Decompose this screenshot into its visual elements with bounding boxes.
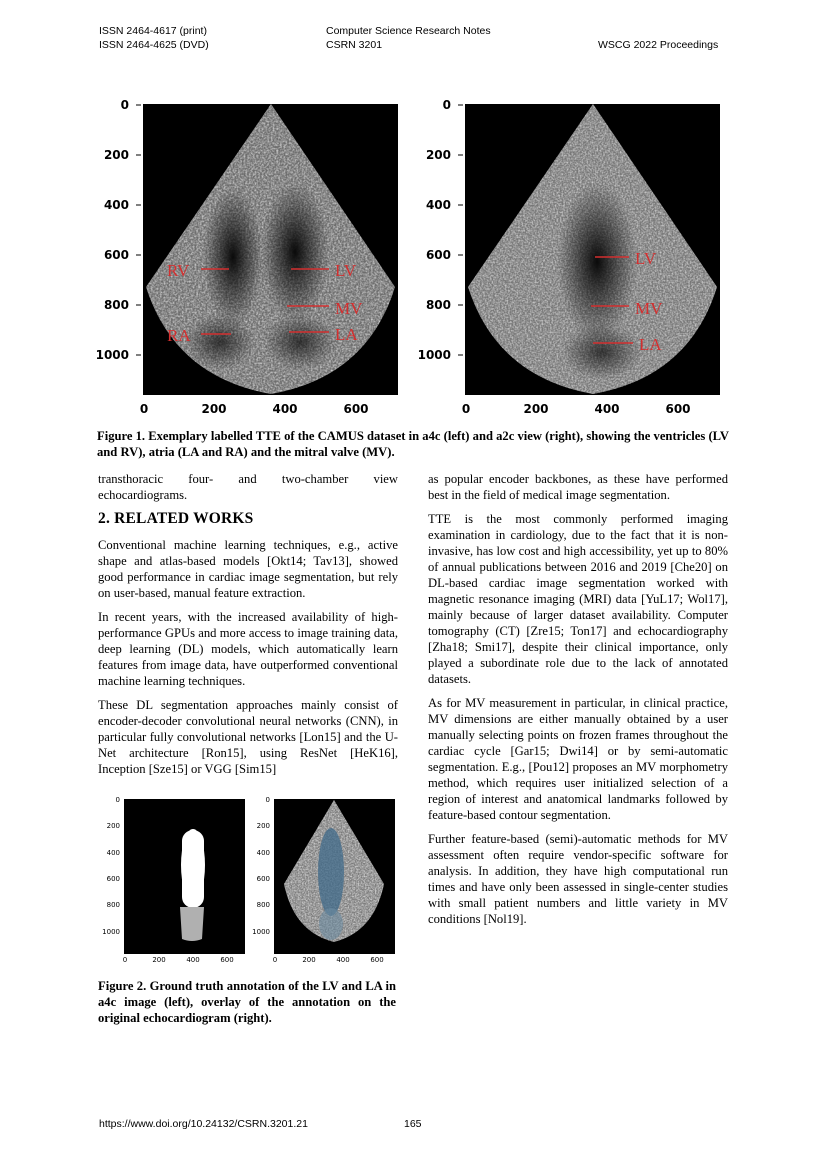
section-heading: 2. RELATED WORKS xyxy=(98,510,254,527)
x-tick: 200 xyxy=(152,956,166,964)
paragraph: These DL segmentation approaches mainly consist of encoder-decoder convolutional neural networks (CNN), in particular fully convolutional networks [Lon15] and the U-Net architecture [Ron15], using ResNet [HeK16], Inception [Sze15] or VGG [Sim15] xyxy=(98,698,398,776)
y-tick: 400 xyxy=(256,849,270,857)
label-la: LA xyxy=(335,325,358,344)
y-tick: 800 xyxy=(425,298,451,312)
figure-2-right-panel xyxy=(252,796,396,964)
label-lv: LV xyxy=(335,261,357,280)
figure-2-caption: Figure 2. Ground truth annotation of the LV and LA in a4c image (left), overlay of the annotation on the original echocardiogram (right). xyxy=(98,979,396,1025)
x-tick: 400 xyxy=(336,956,350,964)
figure-2-right-x-axis xyxy=(273,956,384,964)
label-mv: MV xyxy=(635,299,663,318)
x-tick: 0 xyxy=(272,956,278,964)
issn-print: ISSN 2464-4617 (print) xyxy=(99,25,207,37)
y-tick: 200 xyxy=(425,148,451,162)
y-tick: 0 xyxy=(265,796,270,804)
intro-continuation: transthoracic four- and two-chamber view echocardiograms. xyxy=(98,472,398,502)
figure-2 xyxy=(96,792,396,970)
paragraph: Conventional machine learning techniques, e.g., active shape and atlas-based models [Okt14; Tav13], showed good performance in cardiac image segmentation, but rely on user-based, manual feature extraction. xyxy=(98,538,398,600)
x-tick: 400 xyxy=(272,402,298,416)
figure-1-left-panel xyxy=(96,98,398,416)
figure-1-right-y-axis xyxy=(418,98,463,362)
y-tick: 800 xyxy=(106,901,120,909)
page-number: 165 xyxy=(404,1118,422,1130)
figure-2-left-panel xyxy=(102,796,245,964)
label-lv: LV xyxy=(635,249,657,268)
x-tick: 200 xyxy=(523,402,549,416)
x-tick: 600 xyxy=(665,402,691,416)
left-column xyxy=(98,471,398,785)
figure-1-left-x-axis xyxy=(140,402,369,416)
csrn-number: CSRN 3201 xyxy=(326,39,383,51)
x-tick: 600 xyxy=(343,402,369,416)
y-tick: 800 xyxy=(103,298,129,312)
y-tick: 0 xyxy=(115,796,120,804)
y-tick: 600 xyxy=(106,875,120,883)
figure-1-right-panel xyxy=(418,98,720,416)
header-series xyxy=(326,24,491,52)
paragraph: TTE is the most commonly performed imaging examination in cardiology, due to the fact that it is non-invasive, has low cost and high accessibility, yet up to 80% of annual publications between 2016 and 2019 [Che20] on DL-based cardiac image segmentation worked with magnetic resonance imaging (MRI) data [YuL17; Wol17], mainly because of larger dataset availability. Computer tomography (CT) [Zre15; Ton17] and echocardiography [Zha18; Smi17], despite their clinical importance, only played a subordinate role due to the lack of annotated datasets. xyxy=(428,512,728,686)
y-tick: 200 xyxy=(256,822,270,830)
y-tick: 400 xyxy=(106,849,120,857)
x-tick: 200 xyxy=(201,402,227,416)
x-tick: 400 xyxy=(594,402,620,416)
paragraph: As for MV measurement in particular, in clinical practice, MV dimensions are either manually obtained by a user manually selecting points on frozen frames throughout the cardiac cycle [Gar15; Dwi14] or by semi-automatic segmentation. E.g., [Pou12] proposes an MV morphometry method, which requires user initialized selection of a region of interest and anatomical landmarks followed by feature-based contour segmentation. xyxy=(428,696,728,822)
x-tick: 0 xyxy=(139,402,149,416)
issn-dvd: ISSN 2464-4625 (DVD) xyxy=(99,39,209,51)
right-column xyxy=(428,471,728,935)
figure-1-caption: Figure 1. Exemplary labelled TTE of the CAMUS dataset in a4c (left) and a2c view (right), showing the ventricles (LV and RV), atria (LA and RA) and the mitral valve (MV). xyxy=(97,429,729,459)
y-tick: 800 xyxy=(256,901,270,909)
figure-2-left-y-axis xyxy=(102,796,120,936)
figure-1 xyxy=(95,92,735,422)
y-tick: 0 xyxy=(120,98,129,112)
header-issn xyxy=(99,24,209,52)
y-tick: 1000 xyxy=(102,928,120,936)
y-tick: 1000 xyxy=(252,928,270,936)
paragraph: as popular encoder backbones, as these have performed best in the field of medical image segmentation. xyxy=(428,472,728,502)
x-tick: 0 xyxy=(122,956,128,964)
figure-2-left-x-axis xyxy=(123,956,234,964)
y-tick: 200 xyxy=(103,148,129,162)
label-la: LA xyxy=(639,335,662,354)
y-tick: 1000 xyxy=(417,348,451,362)
y-tick: 1000 xyxy=(95,348,129,362)
y-tick: 200 xyxy=(106,822,120,830)
proceedings-title: WSCG 2022 Proceedings xyxy=(598,39,719,51)
doi-link[interactable]: https://www.doi.org/10.24132/CSRN.3201.21 xyxy=(99,1118,308,1130)
label-mv: MV xyxy=(335,299,363,318)
y-tick: 400 xyxy=(103,198,129,212)
paragraph: In recent years, with the increased availability of high-performance GPUs and more access to image training data, deep learning (DL) models, which automatically learn features from image data, have outperformed conventional machine learning techniques. xyxy=(98,610,398,688)
label-rv: RV xyxy=(167,261,190,280)
y-tick: 400 xyxy=(425,198,451,212)
y-tick: 0 xyxy=(442,98,451,112)
y-tick: 600 xyxy=(425,248,451,262)
x-tick: 600 xyxy=(370,956,384,964)
y-tick: 600 xyxy=(256,875,270,883)
figure-1-left-y-axis xyxy=(96,98,141,362)
series-title: Computer Science Research Notes xyxy=(326,25,491,37)
x-tick: 200 xyxy=(302,956,316,964)
paragraph: Further feature-based (semi)-automatic methods for MV assessment often require vendor-specific software for analysis. In addition, they have high computational run times and have only been assessed in single-center studies with small patient numbers and little variety in MV conditions [Nol19]. xyxy=(428,832,728,926)
x-tick: 0 xyxy=(461,402,471,416)
x-tick: 600 xyxy=(220,956,234,964)
label-ra: RA xyxy=(167,326,191,345)
figure-2-right-y-axis xyxy=(252,796,270,936)
x-tick: 400 xyxy=(186,956,200,964)
figure-1-right-x-axis xyxy=(462,402,691,416)
y-tick: 600 xyxy=(103,248,129,262)
